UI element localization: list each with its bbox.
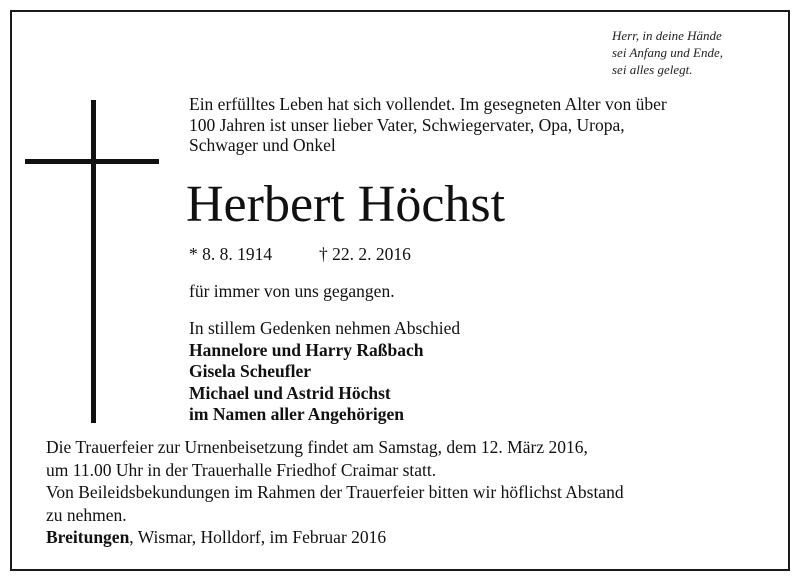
bible-verse-line: Herr, in deine Hände bbox=[612, 28, 722, 43]
notice-line: Die Trauerfeier zur Urnenbeisetzung findet am Samstag, dem 12. März 2016, bbox=[46, 437, 588, 457]
mourners-block bbox=[189, 318, 460, 426]
intro-line: Schwager und Onkel bbox=[189, 135, 336, 155]
intro-line: 100 Jahren ist unser lieber Vater, Schwiegervater, Opa, Uropa, bbox=[189, 114, 625, 135]
bible-verse-line: sei Anfang und Ende, bbox=[612, 45, 723, 60]
intro-line: Ein erfülltes Leben hat sich vollendet. Im gesegneten Alter von über bbox=[189, 94, 667, 114]
mourner-name: Michael und Astrid Höchst bbox=[189, 382, 391, 403]
mourners-intro: In stillem Gedenken nehmen Abschied bbox=[189, 318, 461, 338]
bible-verse-line: sei alles gelegt. bbox=[612, 62, 693, 77]
mourner-name: Hannelore und Harry Raßbach bbox=[189, 339, 424, 360]
intro-text bbox=[189, 94, 667, 156]
notice-line: zu nehmen. bbox=[46, 504, 127, 525]
mourner-name: im Namen aller Angehörigen bbox=[189, 404, 405, 424]
cross-horizontal-bar bbox=[25, 159, 159, 164]
place-bold: Breitungen bbox=[46, 527, 130, 547]
place-rest: , Wismar, Holldorf, im Februar 2016 bbox=[129, 527, 387, 547]
life-dates bbox=[189, 244, 411, 265]
birth-date: * 8. 8. 1914 bbox=[189, 244, 273, 264]
deceased-name: Herbert Höchst bbox=[186, 176, 506, 233]
cross-vertical-bar bbox=[91, 100, 96, 423]
death-date: † 22. 2. 2016 bbox=[319, 244, 411, 264]
notice-line: Von Beileidsbekundungen im Rahmen der Trauerfeier bitten wir höflichst Abstand bbox=[46, 482, 624, 502]
bible-verse bbox=[612, 27, 723, 78]
notice-line: um 11.00 Uhr in der Trauerhalle Friedhof Craimar statt. bbox=[46, 459, 437, 480]
mourner-name: Gisela Scheufler bbox=[189, 361, 311, 381]
gone-text: für immer von uns gegangen. bbox=[189, 281, 395, 301]
place-date-line bbox=[46, 526, 624, 549]
funeral-notice bbox=[46, 436, 624, 549]
